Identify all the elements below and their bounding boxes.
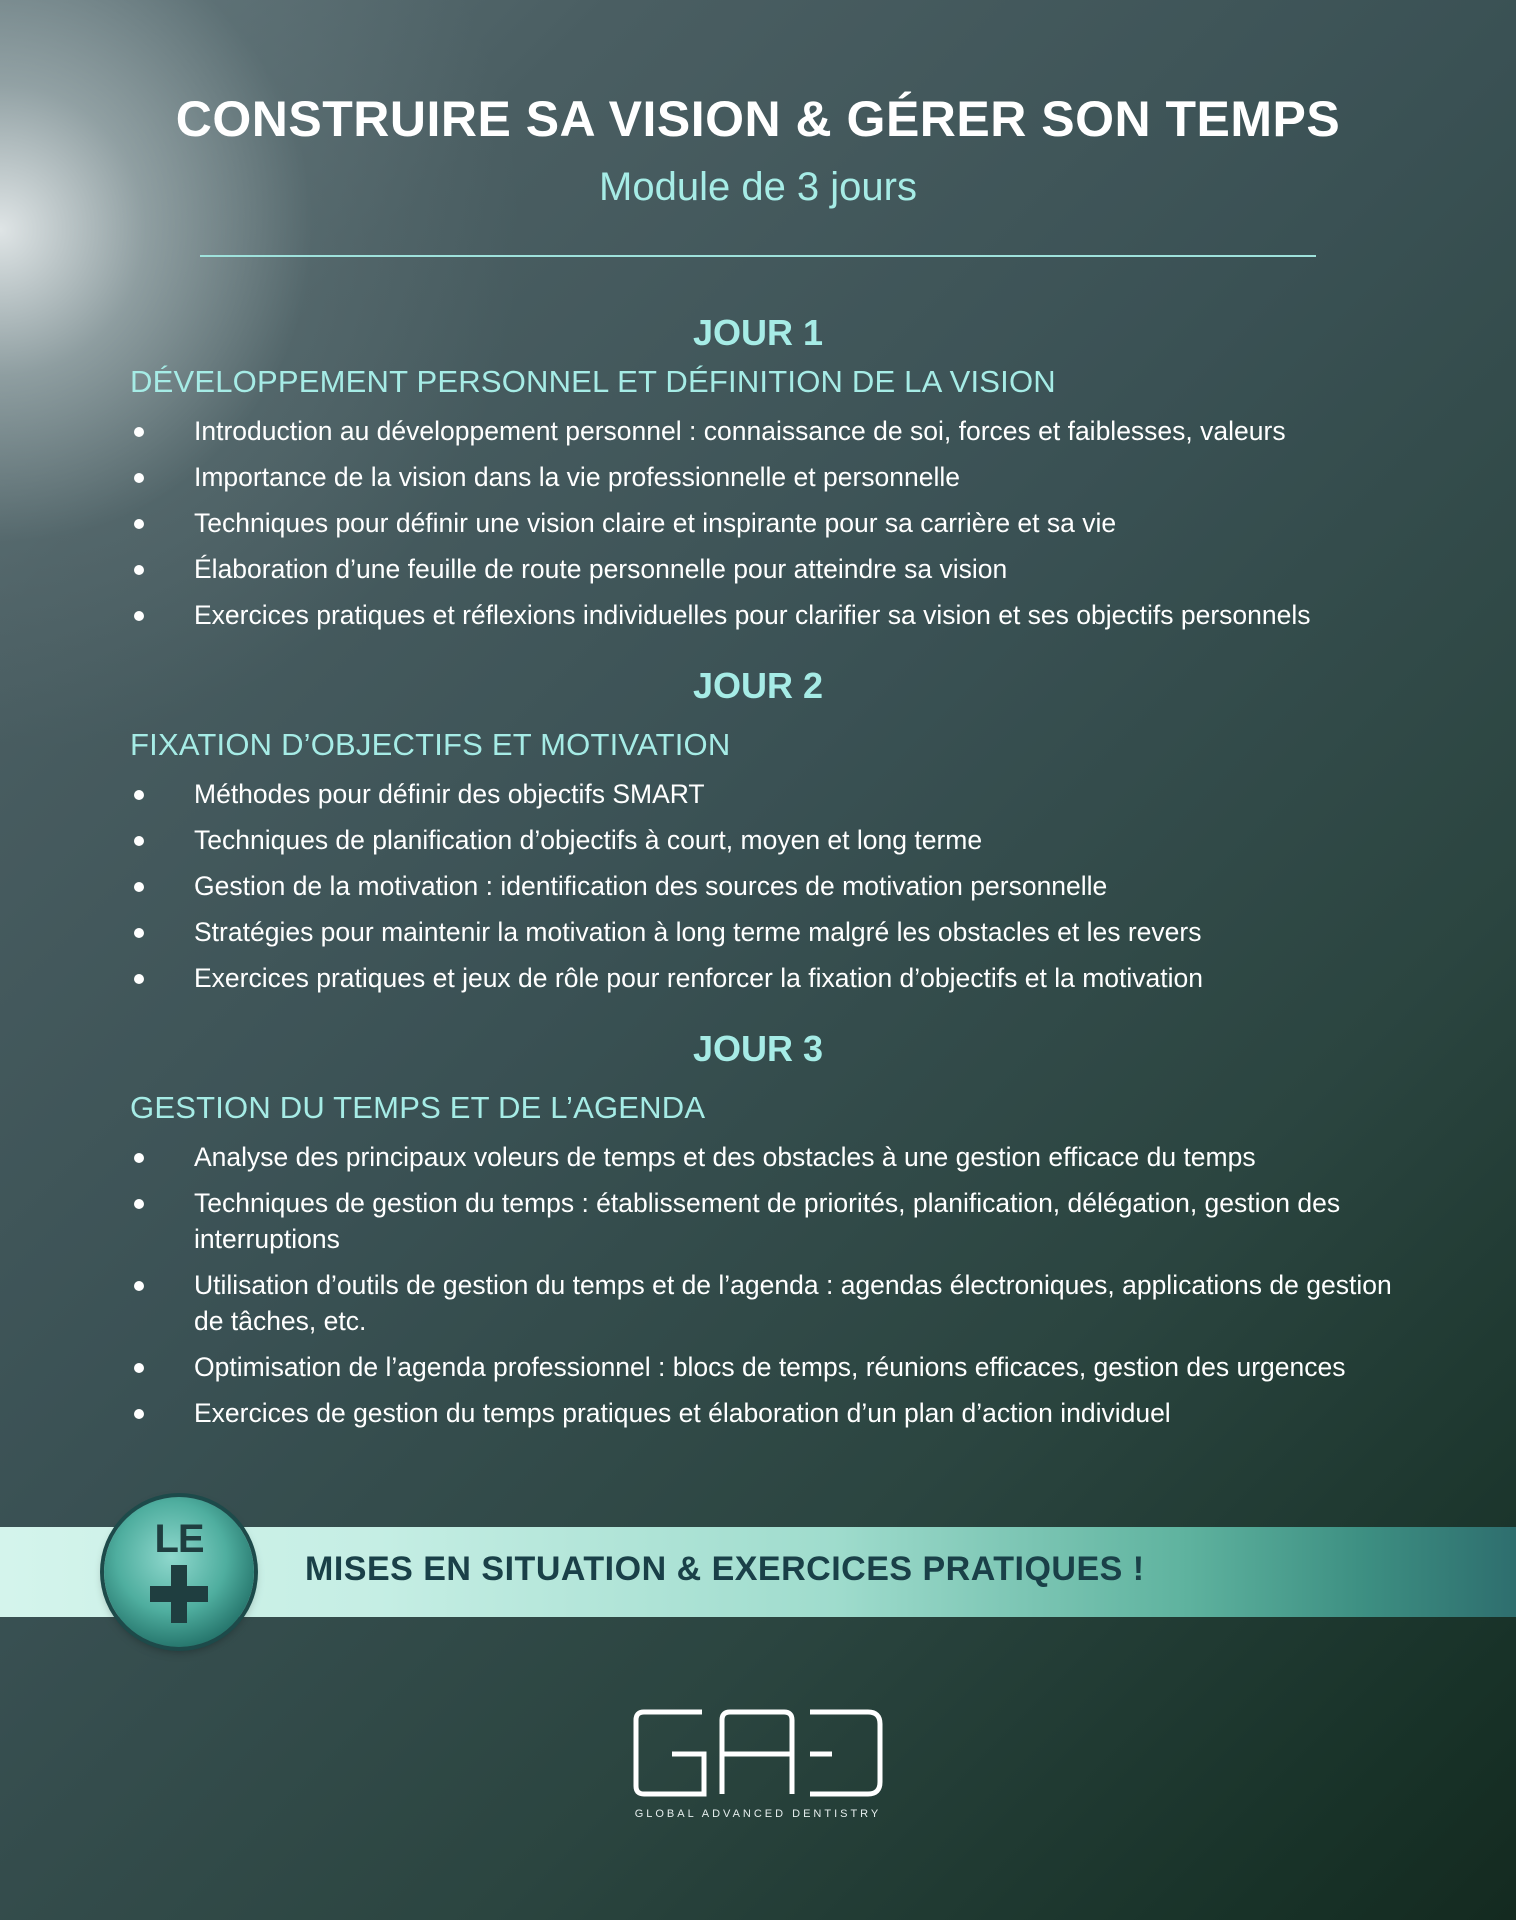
gad-logo (632, 1708, 884, 1798)
bullet-icon (134, 928, 144, 938)
bullet-icon (134, 611, 144, 621)
badge-label: LE (154, 1517, 204, 1561)
logo-tagline: GLOBAL ADVANCED DENTISTRY (634, 1808, 882, 1820)
list-item: Optimisation de l’agenda professionnel : blocs de temps, réunions efficaces, gestion des urgences (130, 1349, 1400, 1385)
day-2-section-title: FIXATION D’OBJECTIFS ET MOTIVATION (130, 727, 731, 762)
bullet-icon (134, 1363, 144, 1373)
day-3-section-title: GESTION DU TEMPS ET DE L’AGENDA (130, 1090, 706, 1125)
bullet-icon (134, 519, 144, 529)
bullet-icon (134, 836, 144, 846)
le-plus-badge (104, 1497, 254, 1647)
bullet-icon (134, 882, 144, 892)
bullet-icon (134, 1409, 144, 1419)
list-item: Techniques de planification d’objectifs à court, moyen et long terme (130, 822, 1400, 858)
list-item: Techniques de gestion du temps : établissement de priorités, planification, délégation, gestion des interruptions (130, 1185, 1400, 1257)
list-item: Utilisation d’outils de gestion du temps et de l’agenda : agendas électroniques, applications de gestion de tâches, etc. (130, 1267, 1400, 1339)
day-3-heading: JOUR 3 (692, 1028, 824, 1069)
list-item: Méthodes pour définir des objectifs SMART (130, 776, 1400, 812)
day-1-heading: JOUR 1 (692, 312, 824, 353)
list-item: Élaboration d’une feuille de route personnelle pour atteindre sa vision (130, 551, 1400, 587)
day-3-list (130, 1139, 1400, 1441)
bullet-icon (134, 790, 144, 800)
bullet-icon (134, 1281, 144, 1291)
title-divider (200, 255, 1316, 257)
bullet-icon (134, 1153, 144, 1163)
list-item: Importance de la vision dans la vie professionnelle et personnelle (130, 459, 1400, 495)
bullet-icon (134, 565, 144, 575)
list-item: Gestion de la motivation : identification des sources de motivation personnelle (130, 868, 1400, 904)
day-1-section-title: DÉVELOPPEMENT PERSONNEL ET DÉFINITION DE LA VISION (130, 364, 1056, 399)
bullet-icon (134, 427, 144, 437)
plus-icon (148, 1563, 210, 1625)
bullet-icon (134, 1199, 144, 1209)
list-item: Introduction au développement personnel : connaissance de soi, forces et faiblesses, valeurs (130, 413, 1400, 449)
day-2-heading: JOUR 2 (692, 665, 824, 706)
list-item: Analyse des principaux voleurs de temps et des obstacles à une gestion efficace du temps (130, 1139, 1400, 1175)
list-item: Exercices pratiques et jeux de rôle pour renforcer la fixation d’objectifs et la motivation (130, 960, 1400, 996)
list-item: Stratégies pour maintenir la motivation à long terme malgré les obstacles et les revers (130, 914, 1400, 950)
bullet-icon (134, 974, 144, 984)
list-item: Techniques pour définir une vision claire et inspirante pour sa carrière et sa vie (130, 505, 1400, 541)
bullet-icon (134, 473, 144, 483)
page-title: CONSTRUIRE SA VISION & GÉRER SON TEMPS (175, 91, 1341, 147)
day-2-list (130, 776, 1400, 1006)
page-subtitle: Module de 3 jours (599, 165, 917, 209)
banner-text: MISES EN SITUATION & EXERCICES PRATIQUES ! (305, 1550, 1145, 1588)
list-item: Exercices de gestion du temps pratiques et élaboration d’un plan d’action individuel (130, 1395, 1400, 1431)
day-1-list (130, 413, 1400, 643)
list-item: Exercices pratiques et réflexions individuelles pour clarifier sa vision et ses objectifs personnels (130, 597, 1400, 633)
